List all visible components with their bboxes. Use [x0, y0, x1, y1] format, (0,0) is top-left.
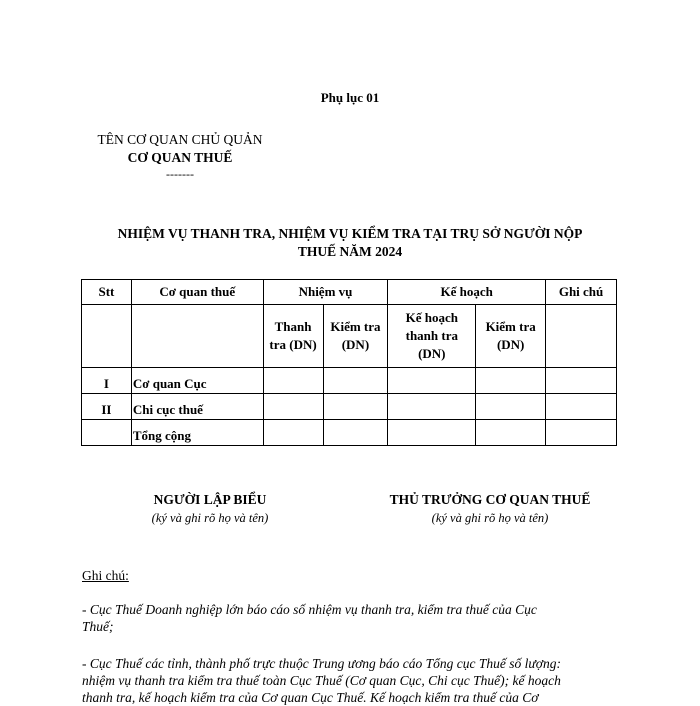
parent-agency-name: TÊN CƠ QUAN CHỦ QUẢN [97, 132, 263, 147]
row-agency: Chi cục thuế [131, 394, 263, 420]
agency-divider: ------- [166, 167, 194, 181]
tax-agency-name: CƠ QUAN THUẾ [127, 150, 233, 165]
row-agency: Cơ quan Cục [131, 368, 263, 394]
note-item: - Cục Thuế các tỉnh, thành phố trực thuộc Trung ương báo cáo Tổng cục Thuế số lượng: nhiệm vụ thanh tra kiểm tra thuế toàn Cục Thuế (Cơ quan Cục, Chi cục Thuế); kế hoạch thanh tra, kế hoạch kiểm tra của Cơ quan Cục Thuế. Kế hoạch kiểm tra thuế của Cơ [82, 656, 561, 705]
header-note: Ghi chú [546, 280, 617, 305]
document-title [80, 225, 620, 261]
subheader-task-inspection: Thanh tra (DN) [263, 305, 323, 368]
row-stt [82, 420, 132, 446]
header-stt: Stt [82, 280, 132, 305]
title-line-2: THUẾ NĂM 2024 [297, 244, 403, 259]
table-subheader-row [82, 305, 617, 368]
head-signature [350, 490, 630, 528]
table-header-row [82, 280, 617, 305]
row-total-label: Tổng cộng [131, 420, 263, 446]
header-plan: Kế hoạch [388, 280, 546, 305]
row-stt: I [82, 368, 132, 394]
notes-heading: Ghi chú: [82, 568, 129, 583]
table-row [82, 394, 617, 420]
header-task: Nhiệm vụ [263, 280, 388, 305]
appendix-label: Phụ lục 01 [320, 90, 380, 105]
subheader-task-audit: Kiểm tra (DN) [323, 305, 388, 368]
head-role: THỦ TRƯỞNG CƠ QUAN THUẾ [389, 492, 591, 507]
table-row [82, 368, 617, 394]
preparer-signature [110, 490, 310, 528]
subheader-plan-inspection: Kế hoạch thanh tra (DN) [388, 305, 476, 368]
row-stt: II [82, 394, 132, 420]
subheader-plan-audit: Kiểm tra (DN) [476, 305, 546, 368]
preparer-role: NGƯỜI LẬP BIỂU [153, 492, 267, 507]
table-row-total [82, 420, 617, 446]
head-hint: (ký và ghi rõ họ và tên) [431, 511, 549, 525]
preparer-hint: (ký và ghi rõ họ và tên) [151, 511, 269, 525]
title-line-1: NHIỆM VỤ THANH TRA, NHIỆM VỤ KIỂM TRA TẠI TRỤ SỞ NGƯỜI NỘP [117, 226, 583, 241]
note-item: - Cục Thuế Doanh nghiệp lớn báo cáo số nhiệm vụ thanh tra, kiểm tra thuế của Cục Thuế; [82, 602, 537, 634]
inspection-table [81, 279, 617, 446]
header-agency: Cơ quan thuế [131, 280, 263, 305]
agency-block [80, 131, 280, 181]
